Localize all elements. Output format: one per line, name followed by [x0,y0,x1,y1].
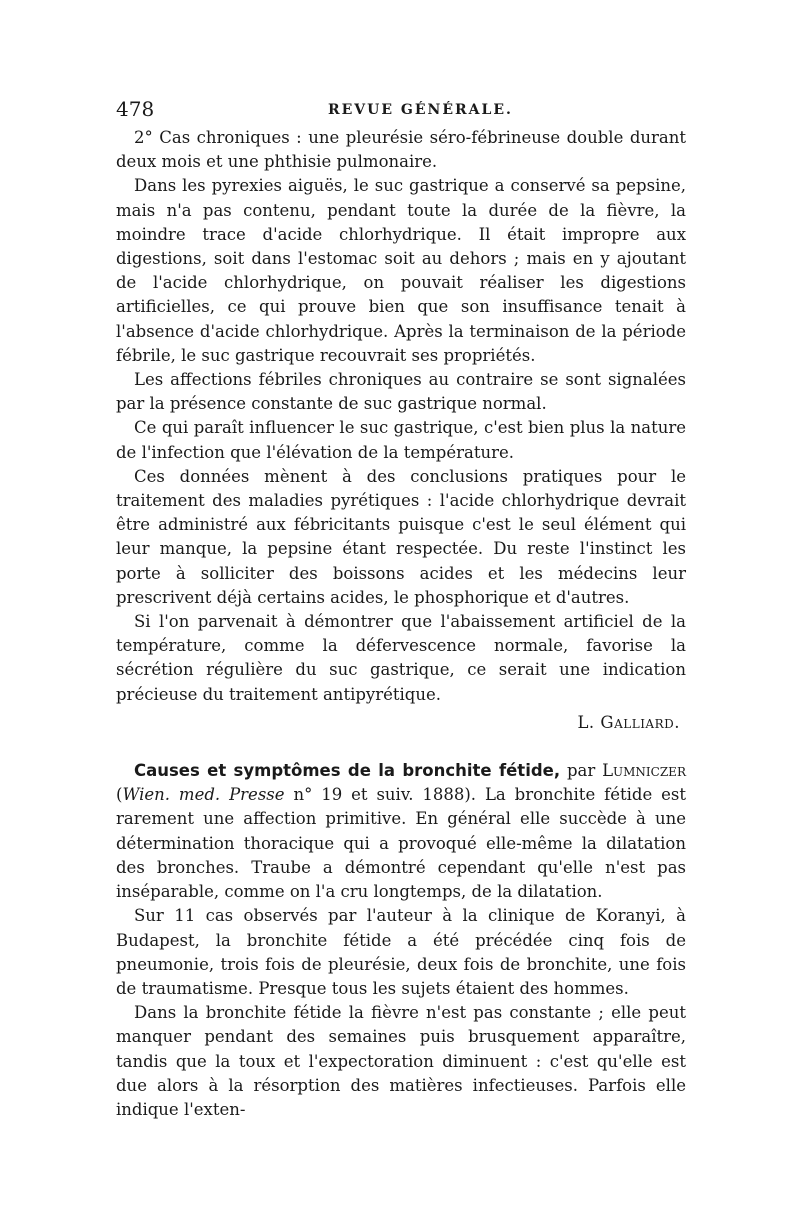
article-par: par [560,761,603,781]
article-journal: Wien. med. Presse [122,785,285,805]
paragraph: Sur 11 cas observés par l'auteur à la clinique de Koranyi, à Budapest, la bronchite fétide a été précédée cinq fois de pneumonie, trois fois de pleurésie, deux fois de bronchite, une fois de traumatisme. Presque tous les sujets étaient des hommes. [116,906,686,998]
paragraph: Dans les pyrexies aiguës, le suc gastrique a conservé sa pepsine, mais n'a pas contenu, pendant toute la durée de la fièvre, la moindre trace d'acide chlorhydrique. Il était impropre aux digestions, soit dans l'estomac soit au dehors ; mais en y ajoutant de l'acide chlorhydrique, on pouvait réaliser les digestions artificielles, ce qui prouve bien que son insuffisance tenait à l'absence d'acide chlorhydrique. Après la terminaison de la période fébrile, le suc gastrique recouvrait ses propriétés. [116,176,686,365]
body-text [116,126,686,1122]
article-opening [116,759,686,904]
paragraph: Si l'on parvenait à démontrer que l'abaissement artificiel de la température, comme la défervescence normale, favorise la sécrétion régulière du suc gastrique, ce serait une indication précieuse du traitement antipyrétique. [116,612,686,704]
paragraph: Ces données mènent à des conclusions pratiques pour le traitement des maladies pyrétiques : l'acide chlorhydrique devrait être administré aux fébricitants puisque c'est le seul élément qui leur manque, la pepsine étant respectée. Du reste l'instinct les porte à solliciter des boissons acides et les médecins leur prescrivent déjà certains acides, le phosphorique et d'autres. [116,466,686,607]
paragraph: Ce qui paraît influencer le suc gastrique, c'est bien plus la nature de l'infection que l'élévation de la température. [116,418,686,462]
signature-name: Galliard. [600,712,680,732]
article-ref-rest: n° 19 et suiv. 1888). [284,785,477,805]
article-author: Lumniczer [602,761,686,781]
page-number: 478 [116,97,155,121]
author-signature [116,711,686,735]
running-head: REVUE GÉNÉRALE. [328,102,513,118]
paragraph: 2° Cas chroniques : une pleurésie séro-fébrineuse double durant deux mois et une phthisie pulmonaire. [116,128,686,172]
page-header [116,94,686,124]
signature-initial: L. [577,712,601,732]
paragraph: Les affections fébriles chroniques au contraire se sont signalées par la présence constante de suc gastrique normal. [116,370,686,414]
paragraph: Dans la bronchite fétide la fièvre n'est pas constante ; elle peut manquer pendant des semaines puis brusquement apparaître, tandis que la toux et l'expectoration diminuent : c'est qu'elle est due alors à la résorption des matières infectieuses. Parfois elle indique l'exten- [116,1003,686,1119]
article-lead: La bronchite fétide est rarement une affection primitive. En général elle succède à une détermination thoracique qui a provoqué elle-même la dilatation des bronches. Traube a démontré cependant qu'elle n'est pas inséparable, comme on l'a cru longtemps, de la dilatation. [116,785,687,902]
article-ref-open: ( [116,785,123,805]
article-title: Causes et symptômes de la bronchite fétide, [134,761,561,781]
